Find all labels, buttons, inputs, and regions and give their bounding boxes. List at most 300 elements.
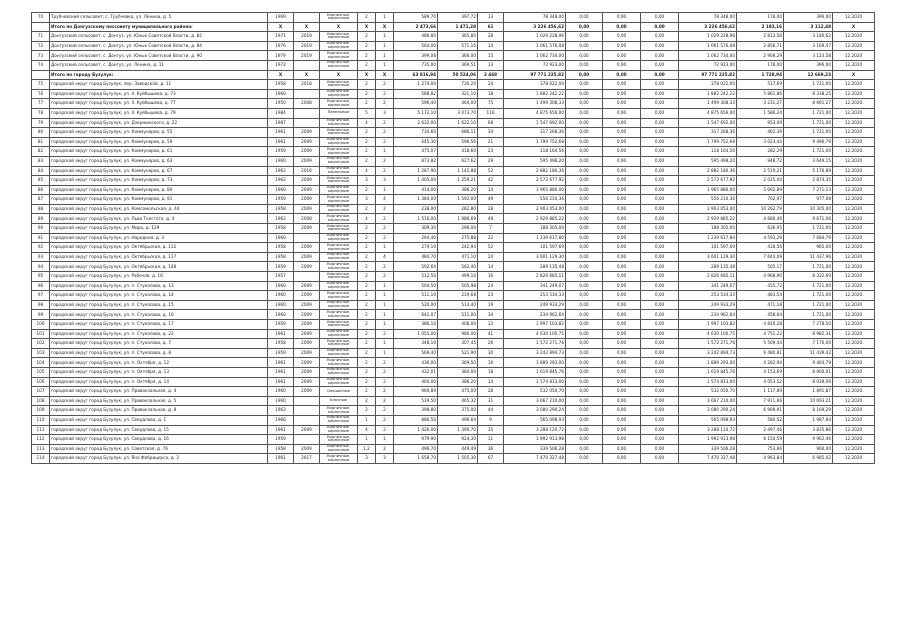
table-row: [32, 425, 875, 435]
cell-y2: 2009: [294, 348, 320, 358]
cell-own: 2 929 885,22: [679, 214, 737, 224]
cell-uc2: 1 721,00: [784, 310, 833, 320]
cell-n: 78: [32, 108, 50, 118]
cell-f2: 0,00: [603, 128, 641, 138]
cell-uc2: 7 684,79: [784, 233, 833, 243]
cell-f1: 0,00: [566, 13, 603, 23]
cell-cost: 188 305,00: [504, 224, 566, 234]
cell-addr: городской округ город Бузулук, ул. Комсомольская, д. 44: [50, 204, 268, 214]
cell-n: 92: [32, 243, 50, 253]
table-row: [32, 454, 875, 464]
table-body: [32, 13, 875, 464]
subtotal-row: [32, 70, 875, 80]
cell-f2: 0,00: [603, 252, 641, 262]
cell-uc2: 11 439,42: [784, 348, 833, 358]
cell-wall: Кирпичные, кирпичные: [320, 435, 358, 445]
cell-addr: городской округ город Бузулук, ул. II. Куйбышева, д. 77: [50, 99, 268, 109]
cell-addr: городской округ город Бузулук, ул. Дзержинского, д. 22: [50, 118, 268, 128]
cell-s1: 496,70: [394, 444, 438, 454]
cell-res: 36: [478, 444, 504, 454]
cell-en: 2: [376, 137, 394, 147]
cell-fl: 2: [358, 358, 376, 368]
cell-own: 289 135,48: [679, 262, 737, 272]
cell-date: 12.2020: [833, 176, 875, 186]
cell-en: 2: [376, 358, 394, 368]
cell-cost: 1 992 913,98: [504, 435, 566, 445]
cell-uc1: 7 644,09: [737, 252, 784, 262]
cell-fl: 5: [358, 108, 376, 118]
cell-n: 103: [32, 348, 50, 358]
cell-own: 341 249,07: [679, 281, 737, 291]
cell-f2: 0,00: [603, 224, 641, 234]
cell-f1: 0,00: [566, 176, 603, 186]
cell-addr: городской округ город Бузулук, ул. п. Октября, д. 12: [50, 358, 268, 368]
cell-res: 116: [478, 108, 504, 118]
table-row: [32, 51, 875, 61]
cell-f2: 0,00: [603, 41, 641, 51]
cell-uc1: 4 963,84: [737, 454, 784, 464]
cell-addr: городской округ город Бузулук, ул. Коммунаров, д. 67: [50, 166, 268, 176]
cell-y2: [294, 272, 320, 282]
cell-res: 11: [478, 435, 504, 445]
table-row: [32, 310, 875, 320]
cell-own: 1 574 813,00: [679, 377, 737, 387]
cell-s2: 924,30: [438, 435, 478, 445]
cell-y2: 2018: [294, 80, 320, 90]
cell-en: 2: [376, 387, 394, 397]
cell-cost: 3 242 894,73: [504, 348, 566, 358]
cell-fl: 2: [358, 367, 376, 377]
cell-s1: 238,00: [394, 204, 438, 214]
cell-f3: 0,00: [641, 396, 679, 406]
cell-date: 12.2020: [833, 435, 875, 445]
cell-s2: 596,56: [438, 137, 478, 147]
cell-f1: 0,00: [566, 300, 603, 310]
cell-date: 12.2020: [833, 329, 875, 339]
cell-uc1: 418,56: [737, 243, 784, 253]
cell-addr: городской округ город Бузулук, ул. Коммунаров, д. 59: [50, 137, 268, 147]
cell-fl: 3: [358, 195, 376, 205]
cell-s1: 519,50: [394, 396, 438, 406]
cell-uc1: 6 909,91: [737, 406, 784, 416]
table-row: [32, 262, 875, 272]
cell-y2: [294, 89, 320, 99]
cell-y2: 2009: [294, 358, 320, 368]
table-row: [32, 204, 875, 214]
cell-s1: 1 287,90: [394, 166, 438, 176]
cell-s2: 465,32: [438, 396, 478, 406]
cell-f1: 0,00: [566, 243, 603, 253]
cell-uc1: 282,29: [737, 147, 784, 157]
cell-res: 14: [478, 262, 504, 272]
cell-cost: 1 499 308,33: [504, 99, 566, 109]
cell-y2: 2019: [294, 51, 320, 61]
cell-s1: 348,10: [394, 339, 438, 349]
cell-en: 1: [376, 320, 394, 330]
cell-cost: 234 962,64: [504, 310, 566, 320]
cell-n: 94: [32, 262, 50, 272]
cell-f2: 0,00: [603, 70, 641, 80]
cell-f1: 0,00: [566, 377, 603, 387]
cell-addr: городской округ город Бузулук, ул. Привокзальная, д. 8: [50, 406, 268, 416]
cell-y1: X: [268, 22, 294, 32]
cell-own: 339 506,28: [679, 444, 737, 454]
cell-y1: 1961: [268, 367, 294, 377]
cell-addr: городской округ город Бузулук, ул. Свердлова, д. 1: [50, 415, 268, 425]
cell-uc2: 1 721,00: [784, 224, 833, 234]
cell-own: 1 029 228,96: [679, 32, 737, 42]
cell-addr: городской округ город Бузулук, ул. п. Октября, д. 13: [50, 367, 268, 377]
cell-addr: городской округ город Бузулук, ул. Свердлова, д. 15: [50, 425, 268, 435]
cell-y1: 1959: [268, 262, 294, 272]
cell-cost: 341 249,07: [504, 281, 566, 291]
cell-uc1: 948,72: [737, 156, 784, 166]
cell-wall: Кирпичные, кирпичные: [320, 118, 358, 128]
cell-en: 2: [376, 99, 394, 109]
table-row: [32, 89, 875, 99]
cell-n: 84: [32, 166, 50, 176]
cell-f1: 0,00: [566, 454, 603, 464]
table-row: [32, 176, 875, 186]
cell-s1: 735,00: [394, 60, 438, 70]
cell-wall: X: [320, 70, 358, 80]
cell-f1: 0,00: [566, 396, 603, 406]
cell-n: 91: [32, 233, 50, 243]
cell-f3: 0,00: [641, 377, 679, 387]
cell-n: 74: [32, 60, 50, 70]
cell-f1: 0,00: [566, 406, 603, 416]
cell-wall: Кирпичные, кирпичные: [320, 243, 358, 253]
cell-en: 1: [376, 60, 394, 70]
cell-own: 1 239 617,80: [679, 233, 737, 243]
cell-cost: 532 050,70: [504, 387, 566, 397]
cell-res: 31: [478, 396, 504, 406]
cell-res: 14: [478, 41, 504, 51]
cell-s2: 571,16: [438, 41, 478, 51]
cell-date: 12.2020: [833, 32, 875, 42]
cell-f3: 0,00: [641, 262, 679, 272]
cell-wall: Кирпичные, кирпичные: [320, 195, 358, 205]
cell-res: 24: [478, 281, 504, 291]
cell-s1: 504,50: [394, 281, 438, 291]
cell-s1: 484,70: [394, 252, 438, 262]
cell-y2: [294, 396, 320, 406]
cell-s2: 307,45: [438, 339, 478, 349]
cell-f1: 0,00: [566, 233, 603, 243]
cell-y2: [294, 406, 320, 416]
cell-f2: 0,00: [603, 195, 641, 205]
cell-res: 24: [478, 252, 504, 262]
cell-f3: 0,00: [641, 300, 679, 310]
cell-f3: 0,00: [641, 32, 679, 42]
cell-f3: 0,00: [641, 80, 679, 90]
cell-date: 12.2020: [833, 137, 875, 147]
cell-addr: городской округ город Бузулук, ул. п. Стукалова, д. 17: [50, 320, 268, 330]
cell-fl: 2: [358, 377, 376, 387]
cell-f1: 0,00: [566, 156, 603, 166]
cell-f2: 0,00: [603, 377, 641, 387]
cell-en: 2: [376, 118, 394, 128]
cell-s2: 365,80: [438, 32, 478, 42]
cell-y2: [294, 233, 320, 243]
cell-cost: 2 929 885,22: [504, 214, 566, 224]
cell-s1: 432,01: [394, 367, 438, 377]
cell-own: 101 597,69: [679, 243, 737, 253]
cell-s2: 369,50: [438, 358, 478, 368]
table-row: [32, 243, 875, 253]
cell-uc2: 2 874,35: [784, 176, 833, 186]
cell-y2: 2009: [294, 367, 320, 377]
cell-uc1: 10 262,79: [737, 204, 784, 214]
cell-fl: X: [358, 70, 376, 80]
cell-f2: 0,00: [603, 310, 641, 320]
cell-addr: городской округ город Бузулук, ул. Рабочая, д. 16: [50, 272, 268, 282]
cell-res: 9: [478, 415, 504, 425]
cell-f2: 0,00: [603, 32, 641, 42]
cell-date: 12.2020: [833, 252, 875, 262]
cell-wall: Кирпичные, кирпичные: [320, 454, 358, 464]
cell-addr: городской округ город Бузулук, ул. п. Стукалова, д. 22: [50, 329, 268, 339]
cell-y2: 2009: [294, 176, 320, 186]
cell-en: 2: [376, 262, 394, 272]
cell-own: 97 771 225,82: [679, 70, 737, 80]
cell-uc2: 3 649,15: [784, 156, 833, 166]
cell-res: 14: [478, 377, 504, 387]
cell-res: 52: [478, 243, 504, 253]
cell-own: 2 572 677,92: [679, 176, 737, 186]
cell-y1: 1960: [268, 156, 294, 166]
cell-en: 3: [376, 454, 394, 464]
cell-uc2: 8 338,25: [784, 89, 833, 99]
cell-f2: 0,00: [603, 406, 641, 416]
cell-f3: 0,00: [641, 147, 679, 157]
cell-date: 12.2020: [833, 80, 875, 90]
cell-f3: 0,00: [641, 367, 679, 377]
cell-f3: 0,00: [641, 233, 679, 243]
cell-n: 89: [32, 214, 50, 224]
table-row: [32, 185, 875, 195]
table-row: [32, 415, 875, 425]
cell-f3: 0,00: [641, 166, 679, 176]
cell-y1: 1958: [268, 339, 294, 349]
cell-own: 1 061 576,08: [679, 41, 737, 51]
cell-cost: 118 164,56: [504, 147, 566, 157]
cell-uc2: 11 437,96: [784, 252, 833, 262]
cell-s2: 496,64: [438, 415, 478, 425]
cell-y2: 2009: [294, 147, 320, 157]
cell-s2: 980,00: [438, 329, 478, 339]
cell-date: 12.2020: [833, 406, 875, 416]
cell-y1: 1958: [268, 204, 294, 214]
cell-uc1: 5 861,86: [737, 89, 784, 99]
cell-y1: 1962: [268, 176, 294, 186]
cell-en: 1: [376, 13, 394, 23]
cell-s1: 436,00: [394, 358, 438, 368]
cell-f3: 0,00: [641, 185, 679, 195]
cell-own: 7 470 327,48: [679, 454, 737, 464]
cell-f1: 0,00: [566, 108, 603, 118]
cell-uc2: 8 332,69: [784, 272, 833, 282]
table-row: [32, 358, 875, 368]
cell-res: 18: [478, 367, 504, 377]
cell-f2: 0,00: [603, 387, 641, 397]
cell-own: 595 498,20: [679, 156, 737, 166]
cell-fl: 2: [358, 339, 376, 349]
cell-date: 12.2020: [833, 348, 875, 358]
cell-wall: Кирпичные, кирпичные: [320, 204, 358, 214]
cell-addr: городской округ город Бузулук, ул. п. Стукалова, д. 8: [50, 348, 268, 358]
cell-s2: 418,60: [438, 147, 478, 157]
cell-f3: 0,00: [641, 137, 679, 147]
table-row: [32, 147, 875, 157]
cell-n: 73: [32, 51, 50, 61]
cell-y2: 2009: [294, 204, 320, 214]
cell-addr: Донгузский сельсовет, с. Донгуз, ул. Юных Советской Власти, д. 90: [50, 51, 268, 61]
cell-date: 12.2020: [833, 233, 875, 243]
cell-uc1: 3 231,27: [737, 99, 784, 109]
cell-own: 317 268,36: [679, 128, 737, 138]
cell-f1: 0,00: [566, 32, 603, 42]
cell-date: 12.2020: [833, 310, 875, 320]
cell-fl: 2: [358, 233, 376, 243]
cell-f2: 0,00: [603, 89, 641, 99]
cell-own: 3 242 894,73: [679, 348, 737, 358]
cell-n: 79: [32, 118, 50, 128]
cell-addr: городской округ город Бузулук, ул. п. Стукалова, д. 16: [50, 310, 268, 320]
cell-s1: 511,10: [394, 291, 438, 301]
cell-s2: 3 073,70: [438, 108, 478, 118]
cell-fl: 4: [358, 166, 376, 176]
cell-s1: 645,30: [394, 137, 438, 147]
table-row: [32, 13, 875, 23]
cell-date: 12.2020: [833, 387, 875, 397]
cell-fl: 2: [358, 281, 376, 291]
cell-res: 29: [478, 156, 504, 166]
cell-s1: 979,90: [394, 435, 438, 445]
table-row: [32, 406, 875, 416]
subtotal-row: [32, 22, 875, 32]
cell-f1: 0,00: [566, 41, 603, 51]
cell-f3: 0,00: [641, 281, 679, 291]
cell-own: 2 903 053,00: [679, 204, 737, 214]
cell-y1: 1960: [268, 310, 294, 320]
table-row: [32, 166, 875, 176]
cell-s2: 386,20: [438, 377, 478, 387]
cell-fl: 2: [358, 224, 376, 234]
cell-cost: 4 875 656,00: [504, 108, 566, 118]
table-row: [32, 224, 875, 234]
cell-date: 12.2020: [833, 185, 875, 195]
cell-f3: 0,00: [641, 252, 679, 262]
cell-s2: 219,68: [438, 291, 478, 301]
cell-addr: городской округ город Бузулук, ул. Свердлова, д. 16: [50, 435, 268, 445]
table-row: [32, 272, 875, 282]
cell-res: 28: [478, 387, 504, 397]
cell-cost: 289 135,48: [504, 262, 566, 272]
cell-y2: 2009: [294, 243, 320, 253]
cell-y1: 1950: [268, 99, 294, 109]
cell-f3: 0,00: [641, 348, 679, 358]
cell-own: 1 882 242,22: [679, 89, 737, 99]
cell-n: 110: [32, 415, 50, 425]
cell-fl: 2: [358, 99, 376, 109]
cell-addr: городской округ город Бузулук, ул. Советская, д. 76: [50, 444, 268, 454]
cell-s1: 960,89: [394, 387, 438, 397]
cell-wall: Кирпичные, кирпичные: [320, 339, 358, 349]
cell-f1: 0,00: [566, 128, 603, 138]
cell-y1: 1961: [268, 377, 294, 387]
cell-n: 107: [32, 387, 50, 397]
cell-wall: Кирпичные, кирпичные: [320, 262, 358, 272]
cell-uc1: 4 593,29: [737, 233, 784, 243]
cell-f1: 0,00: [566, 444, 603, 454]
cell-f2: 0,00: [603, 118, 641, 128]
cell-wall: Кирпичные, кирпичные: [320, 310, 358, 320]
cell-y2: [294, 13, 320, 23]
cell-own: 234 962,64: [679, 310, 737, 320]
cell-uc1: 3 023,44: [737, 137, 784, 147]
cell-date: 12.2020: [833, 166, 875, 176]
cell-en: 1: [376, 147, 394, 157]
cell-y2: 2009: [294, 387, 320, 397]
cell-uc1: 455,72: [737, 281, 784, 291]
table-row: [32, 128, 875, 138]
cell-uc1: 2 519,21: [737, 166, 784, 176]
cell-n: 87: [32, 195, 50, 205]
table-row: [32, 320, 875, 330]
cell-wall: Кирпичные, кирпичные: [320, 233, 358, 243]
cell-addr: Итого по Донгузскому поссовету муниципального района:: [50, 22, 268, 32]
cell-f3: 0,00: [641, 320, 679, 330]
cell-y1: 1972: [268, 60, 294, 70]
cell-uc2: 9 464,79: [784, 358, 833, 368]
cell-f2: 0,00: [603, 425, 641, 435]
cell-f2: 0,00: [603, 13, 641, 23]
cell-f2: 0,00: [603, 99, 641, 109]
cell-s1: 5 172,10: [394, 108, 438, 118]
cell-y1: 1958: [268, 224, 294, 234]
cell-s1: 398,80: [394, 406, 438, 416]
cell-s1: 642,07: [394, 310, 438, 320]
cell-f3: 0,00: [641, 108, 679, 118]
cell-en: 2: [376, 444, 394, 454]
cell-n: 105: [32, 367, 50, 377]
cell-res: 41: [478, 329, 504, 339]
cell-cost: 253 534,33: [504, 291, 566, 301]
cell-addr: городской округ город Бузулук, ул. Октябрьская, д. 117: [50, 252, 268, 262]
cell-y2: 2008: [294, 99, 320, 109]
cell-s2: 1 592,00: [438, 195, 478, 205]
cell-y1: 1961: [268, 425, 294, 435]
cell-s2: 1 259,21: [438, 176, 478, 186]
cell-res: 28: [478, 32, 504, 42]
cell-s2: 397,72: [438, 13, 478, 23]
cell-uc1: 5 509,44: [737, 339, 784, 349]
cell-fl: 2: [358, 291, 376, 301]
cell-s1: 1 055,00: [394, 329, 438, 339]
cell-s1: 588,82: [394, 89, 438, 99]
cell-res: 42: [478, 176, 504, 186]
cell-f3: 0,00: [641, 60, 679, 70]
cell-uc1: 517,69: [737, 80, 784, 90]
cell-uc1: 4 153,69: [737, 367, 784, 377]
cell-res: 49: [478, 214, 504, 224]
cell-uc1: 1 586,24: [737, 108, 784, 118]
cell-n: 95: [32, 272, 50, 282]
cell-cost: 1 029 228,96: [504, 32, 566, 42]
cell-y1: 1961: [268, 137, 294, 147]
cell-f1: 0,00: [566, 118, 603, 128]
